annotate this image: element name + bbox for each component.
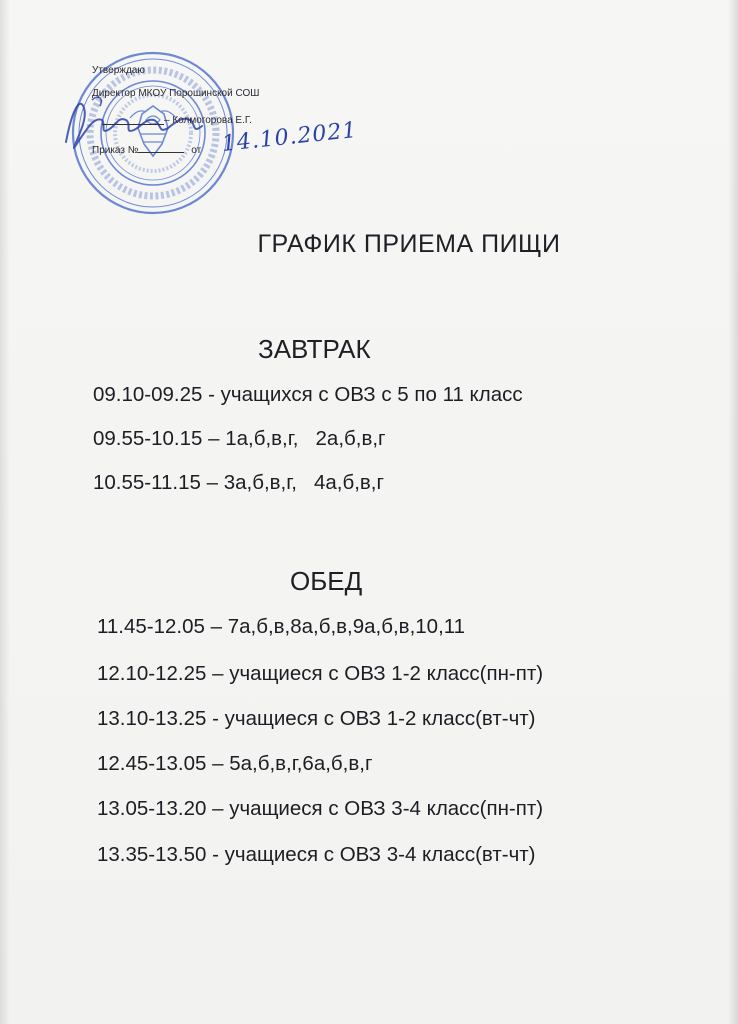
row-description: 5а,б,в,г,6а,б,в,г [229,752,373,775]
lunch-row [97,843,535,867]
row-time: 12.45-13.05 [97,752,207,775]
order-from-label: от [191,145,202,156]
row-description: 7а,б,в,8а,б,в,9а,б,в,10,11 [227,615,466,638]
director-name: – Колмогорова Е.Г. [164,115,252,126]
lunch-row [97,797,543,821]
breakfast-row [93,471,384,495]
row-description: учащиеся с ОВЗ 3-4 класс(пн-пт) [229,797,544,820]
row-time: 09.55-10.15 [93,427,203,450]
page-left-edge [0,0,10,1024]
page-right-edge [728,0,738,1024]
director-line: Директор МКОУ Порошинской СОШ [92,88,260,99]
row-time: 12.10-12.25 [97,662,207,685]
order-number-blank [138,143,184,153]
row-description: учащиеся с ОВЗ 1-2 класс(пн-пт) [229,662,544,685]
row-description: учащиеся с ОВЗ 1-2 класс(вт-чт) [224,707,536,730]
breakfast-row [93,427,386,451]
row-separator: – [204,615,228,638]
row-description: учащихся с ОВЗ с 5 по 11 класс [220,383,523,406]
row-description: учащиеся с ОВЗ 3-4 класс(вт-чт) [224,843,536,866]
row-time: 13.35-13.50 [97,843,207,866]
row-time: 13.10-13.25 [97,707,207,730]
lunch-row [97,662,543,686]
row-description: 1а,б,в,г, 2а,б,в,г [225,427,386,450]
row-separator: - [202,383,221,406]
row-separator: - [206,843,225,866]
row-time: 11.45-12.05 [97,615,205,638]
breakfast-heading: ЗАВТРАК [258,334,371,364]
order-date: 14.10.2021 [220,117,359,157]
row-description: 3а,б,в,г, 4а,б,в,г [223,471,384,494]
order-line [92,143,201,156]
approve-label: Утверждаю [92,65,145,76]
lunch-row [97,752,372,776]
breakfast-row [93,383,523,407]
lunch-row [97,615,465,639]
director-name-text: Колмогорова Е.Г. [172,115,252,126]
row-separator: – [200,471,224,494]
row-separator: – [202,427,226,450]
lunch-heading: ОБЕД [290,566,363,596]
order-label: Приказ № [92,145,139,156]
row-separator: – [206,752,230,775]
row-time: 09.10-09.25 [93,383,203,406]
row-separator: - [206,707,225,730]
lunch-row [97,707,535,731]
row-separator: – [206,797,230,820]
signature-line [102,124,164,125]
approval-block [92,58,332,168]
row-separator: – [206,662,230,685]
row-time: 10.55-11.15 [93,471,201,494]
row-time: 13.05-13.20 [97,797,207,820]
page-title [0,230,738,259]
page-title-text: ГРАФИК ПРИЕМА ПИЩИ [257,230,561,258]
